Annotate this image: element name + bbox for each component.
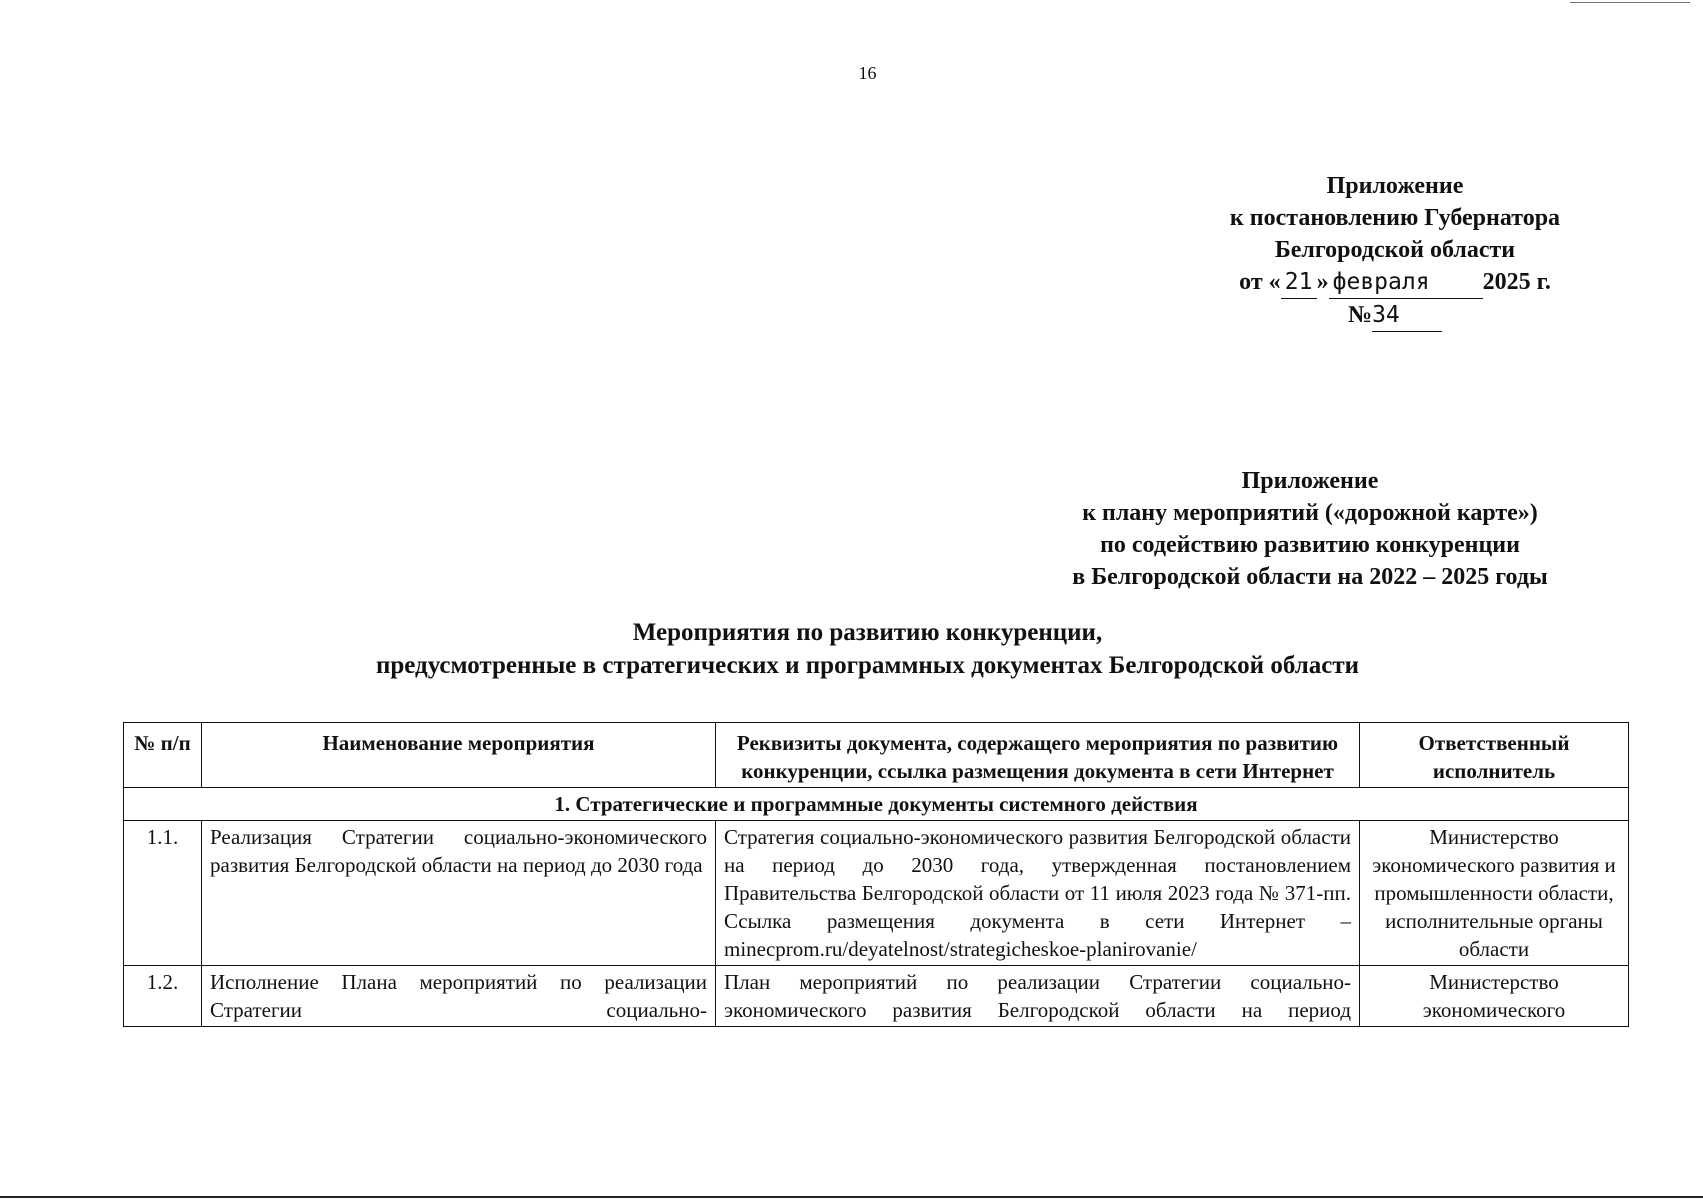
row-responsible: Министерство экономического (1422, 970, 1566, 1022)
document-title (0, 616, 1703, 682)
annex-2-title: Приложение (1241, 468, 1379, 494)
annex-1-date (1175, 266, 1615, 299)
scan-top-rule (1570, 2, 1690, 3)
date-mid: » (1316, 269, 1329, 295)
section-row (124, 788, 1629, 821)
page-number: 16 (858, 63, 877, 83)
header-document: Реквизиты документа, содержащего мероприятия по развитию конкуренции, ссылка размещения документа в сети Интернет (716, 723, 1360, 788)
annex-2-line2: к плану мероприятий («дорожной карте») (1082, 500, 1538, 526)
date-prefix: от « (1239, 269, 1281, 295)
header-name: Наименование мероприятия (202, 723, 716, 788)
section-title: 1. Стратегические и программные документы системного действия (124, 788, 1629, 821)
row-number: 1.2. (124, 966, 202, 1027)
table-row (124, 966, 1629, 1027)
title-line-2: предусмотренные в стратегических и программных документах Белгородской области (375, 652, 1360, 679)
annex-1-number (1175, 299, 1615, 332)
title-line-1: Мероприятия по развитию конкуренции, (632, 619, 1103, 646)
date-year: 2025 г. (1482, 269, 1551, 295)
row-measure-name: Исполнение Плана мероприятий по реализации Стратегии социально- (210, 970, 707, 1022)
handwritten-month: февраля (1329, 266, 1483, 299)
header-responsible: Ответственный исполнитель (1360, 723, 1629, 788)
governor-annex-block (1175, 170, 1615, 332)
row-measure-name: Реализация Стратегии социально-экономического развития Белгородской области на период до 2030 года (202, 821, 716, 966)
row-document: Стратегия социально-экономического развития Белгородской области на период до 2030 года, утвержденная постановлением Правительства Белгородской области от 11 июля 2023 года № 371-пп. Ссылка размещения документа в сети Интернет – minecprom.ru/deyatelnost/strategicheskoe-planirovanie/ (716, 821, 1360, 966)
annex-1-line3: Белгородской области (1274, 237, 1516, 263)
annex-2-line3: по содействию развитию конкуренции (1100, 532, 1520, 558)
row-number: 1.1. (124, 821, 202, 966)
table-header-row (124, 723, 1629, 788)
measures-table (123, 722, 1629, 1027)
annex-1-line2: к постановлению Губернатора (1229, 205, 1561, 231)
handwritten-number: 34 (1372, 299, 1442, 332)
scan-bottom-rule (0, 1196, 1703, 1198)
annex-1-title: Приложение (1326, 173, 1464, 199)
row-responsible: Министерство экономического развития и промышленности области, исполнительные органы области (1360, 821, 1629, 966)
row-document: План мероприятий по реализации Стратегии социально-экономического развития Белгородской области на период (724, 970, 1351, 1022)
table-row (124, 821, 1629, 966)
number-prefix: № (1347, 302, 1373, 328)
header-number: № п/п (124, 723, 202, 788)
annex-2-line4: в Белгородской области на 2022 – 2025 годы (1072, 564, 1548, 590)
roadmap-annex-block (1000, 465, 1620, 593)
handwritten-day: 21 (1281, 266, 1317, 299)
